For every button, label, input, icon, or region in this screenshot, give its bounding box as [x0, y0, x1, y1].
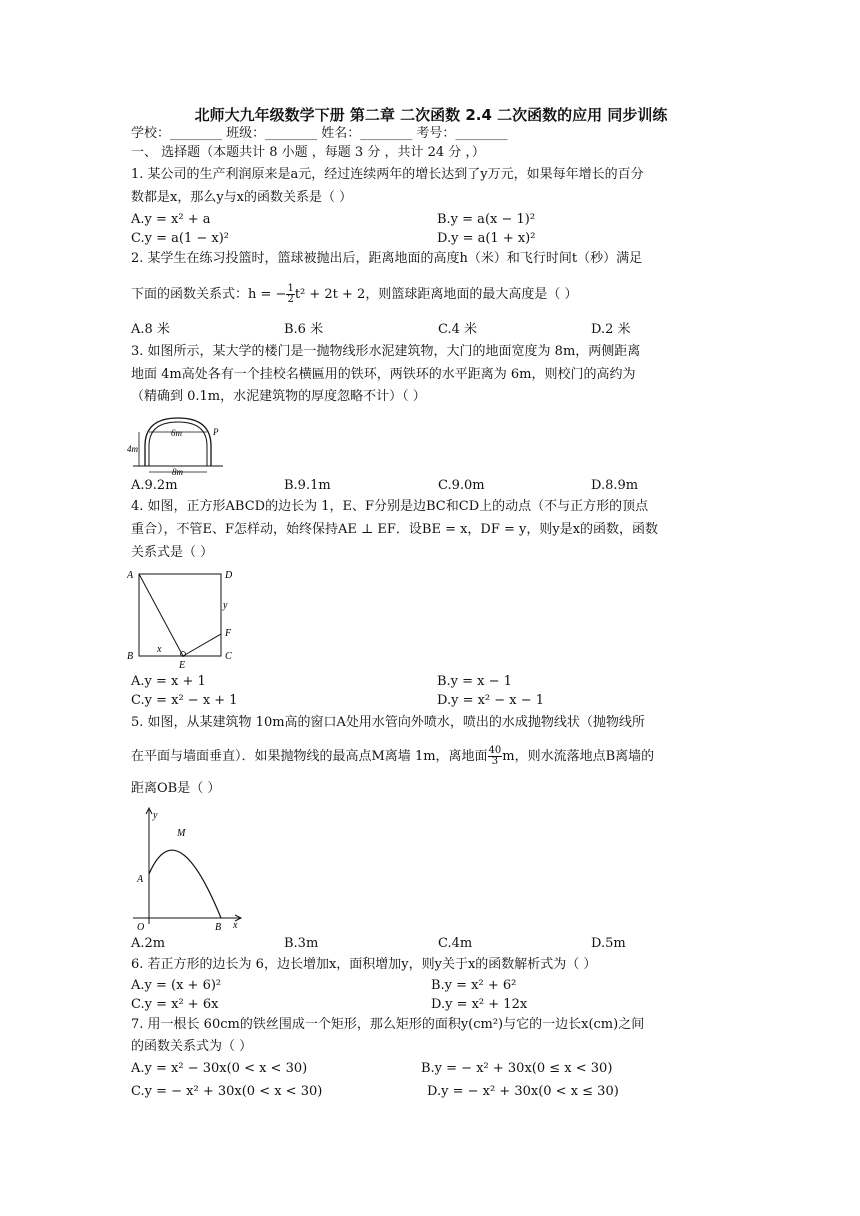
q3-line3: （精确到 0.1m，水泥建筑物的厚度忽略不计）（ ） [131, 389, 426, 404]
q2-line2-post: t² + 2t + 2，则篮球距离地面的最大高度是（ ） [294, 287, 578, 302]
q5-line3: 距离OB是（ ） [131, 781, 221, 796]
page-title: 北师大九年级数学下册 第二章 二次函数 2.4 二次函数的应用 同步训练 [194, 106, 668, 124]
q1-line1: 1. 某公司的生产利润原来是a元，经过连续两年的增长达到了y万元，如果每年增长的百分 [131, 167, 644, 182]
q2-line1: 2. 某学生在练习投篮时，篮球被抛出后，距离地面的高度h（米）和飞行时间t（秒）满足 [131, 251, 643, 266]
q6-line1: 6. 若正方形的边长为 6，边长增加x，面积增加y，则y关于x的函数解析式为（ ） [131, 957, 597, 972]
q6-option-a: A.y = (x + 6)² [131, 978, 222, 993]
q2-frac-den: 2 [287, 294, 294, 305]
q4-line3: 关系式是（ ） [131, 545, 214, 560]
q3-option-a: A.9.2m [131, 478, 178, 493]
q2-fraction [286, 284, 294, 305]
label-o: O [137, 922, 145, 933]
q3-option-b: B.9.1m [284, 478, 331, 493]
q7-option-c: C.y = − x² + 30x(0 < x < 30) [131, 1084, 323, 1099]
label-a: A [137, 874, 144, 885]
q5-line2-pre: 在平面与墙面垂直）．如果抛物线的最高点M离墙 1m，离地面 [131, 749, 488, 764]
q6-option-b: B.y = x² + 6² [431, 978, 517, 993]
q5-option-a: A.2m [131, 936, 166, 951]
student-info-line: 学校：________ 班级：________ 姓名：________ 考号：________ [131, 126, 508, 141]
q2-line2 [131, 284, 577, 305]
water-parabola [149, 850, 221, 918]
q2-option-d: D.2 米 [591, 322, 631, 337]
q4-line2: 重合），不管E、F怎样动，始终保持AE ⊥ EF．设BE = x，DF = y，则y是x的函数，函数 [131, 522, 659, 537]
gate-label-p: P [213, 427, 219, 437]
label-y: y [223, 600, 228, 611]
gate-arch-outer [145, 418, 211, 466]
q3-option-c: C.9.0m [438, 478, 485, 493]
q7-line2: 的函数关系式为（ ） [131, 1039, 253, 1054]
label-a: A [127, 570, 134, 581]
q4-option-a: A.y = x + 1 [131, 674, 206, 689]
q5-frac-den: 3 [491, 756, 499, 767]
q7-line1: 7. 用一根长 60cm的铁丝围成一个矩形，那么矩形的面积y(cm²)与它的一边长x(cm)之间 [131, 1017, 645, 1032]
q2-option-c: C.4 米 [438, 322, 478, 337]
gate-label-top: 6m [171, 428, 182, 438]
q4-option-d: D.y = x² − x − 1 [437, 693, 545, 708]
label-x: x [157, 644, 162, 655]
label-c: C [225, 651, 232, 662]
q1-option-d: D.y = a(1 + x)² [437, 231, 536, 246]
q6-option-c: C.y = x² + 6x [131, 997, 219, 1012]
q5-parabola-figure [127, 804, 247, 934]
label-f: F [225, 628, 232, 639]
q2-option-b: B.6 米 [284, 322, 324, 337]
q4-option-c: C.y = x² − x + 1 [131, 693, 238, 708]
label-b: B [127, 651, 134, 662]
label-e: E [179, 660, 186, 670]
q2-line2-pre: 下面的函数关系式：h = − [131, 287, 287, 302]
q7-option-d: D.y = − x² + 30x(0 < x ≤ 30) [427, 1084, 619, 1099]
label-x-axis: x [233, 920, 238, 931]
square-abcd [139, 574, 221, 656]
label-b: B [215, 922, 222, 933]
q3-line1: 3. 如图所示，某大学的楼门是一抛物线形水泥建筑物，大门的地面宽度为 8m，两侧距离 [131, 344, 641, 359]
q5-fraction [488, 746, 503, 767]
label-y-axis: y [153, 810, 158, 821]
q4-line1: 4. 如图，正方形ABCD的边长为 1，E、F分别是边BC和CD上的动点（不与正方形的顶点 [131, 499, 649, 514]
segment-ef [183, 634, 221, 656]
gate-label-bottom: 8m [172, 467, 183, 476]
q6-option-d: D.y = x² + 12x [431, 997, 528, 1012]
q5-option-d: D.5m [591, 936, 626, 951]
q2-option-a: A.8 米 [131, 322, 170, 337]
q4-option-b: B.y = x − 1 [437, 674, 512, 689]
q5-option-b: B.3m [284, 936, 319, 951]
q3-line2: 地面 4m高处各有一个挂校名横匾用的铁环，两铁环的水平距离为 6m，则校门的高约为 [131, 367, 636, 382]
q1-line2: 数都是x，那么y与x的函数关系是（ ） [131, 190, 353, 205]
q1-option-c: C.y = a(1 − x)² [131, 231, 229, 246]
q5-line2 [131, 746, 654, 767]
gate-label-left: 4m [127, 444, 138, 454]
q3-option-d: D.8.9m [591, 478, 639, 493]
q5-line2-post: m，则水流落地点B离墙的 [502, 749, 655, 764]
q1-option-b: B.y = a(x − 1)² [437, 212, 536, 227]
q5-frac-num: 40 [488, 745, 502, 756]
label-d: D [225, 570, 233, 581]
q5-line1: 5. 如图，从某建筑物 10m高的窗口A处用水管向外喷水，喷出的水成抛物线状（抛物线所 [131, 715, 645, 730]
label-m: M [177, 828, 186, 839]
q4-square-figure [127, 566, 237, 670]
section-header: 一、 选择题（本题共计 8 小题 ，每题 3 分 ，共计 24 分 ，） [131, 145, 485, 160]
q1-option-a: A.y = x² + a [131, 212, 211, 227]
q7-option-a: A.y = x² − 30x(0 < x < 30) [131, 1061, 308, 1076]
q7-option-b: B.y = − x² + 30x(0 ≤ x < 30) [421, 1061, 613, 1076]
q2-frac-num: 1 [287, 283, 294, 294]
q3-gate-figure [127, 412, 227, 476]
q5-option-c: C.4m [438, 936, 473, 951]
